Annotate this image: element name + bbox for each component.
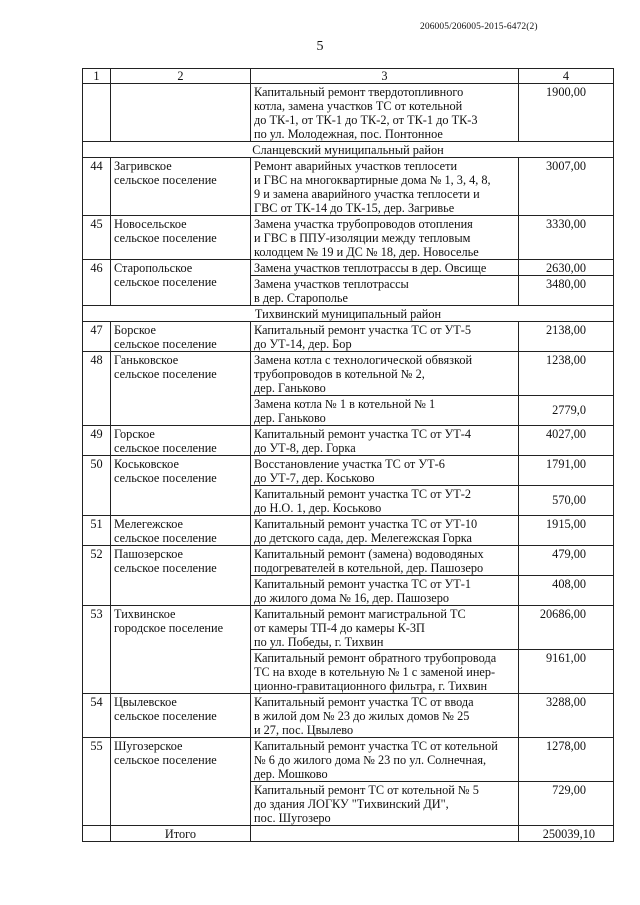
text-line: ционно-гравитационного фильтра, г. Тихвин xyxy=(254,679,488,693)
row-number: 53 xyxy=(83,606,111,694)
text-line: до УТ-7, дер. Коськово xyxy=(254,471,375,485)
text-line: до УТ-8, дер. Горка xyxy=(254,441,356,455)
table-row xyxy=(83,260,614,276)
row-number: 52 xyxy=(83,546,111,606)
settlement-name xyxy=(111,738,251,826)
amount-cell: 1791,00 xyxy=(519,456,614,486)
text-line: до жилого дома № 16, дер. Пашозеро xyxy=(254,591,450,605)
settlement-name xyxy=(111,216,251,260)
text-line: Капитальный ремонт участка ТС от УТ-5 xyxy=(254,323,472,337)
amount-cell: 2779,0 xyxy=(519,396,614,426)
work-description xyxy=(251,322,519,352)
text-line: Капитальный ремонт участка ТС от ввода xyxy=(254,695,474,709)
text-line: Капитальный ремонт обратного трубопровода xyxy=(254,651,497,665)
text-line: Ганьковское xyxy=(114,353,179,367)
row-number: 44 xyxy=(83,158,111,216)
row-number: 48 xyxy=(83,352,111,426)
text-line: подогревателей в котельной, дер. Пашозеро xyxy=(254,561,484,575)
row-number: 50 xyxy=(83,456,111,516)
text-line: дер. Мошково xyxy=(254,767,328,781)
work-description xyxy=(251,516,519,546)
table-row xyxy=(83,158,614,216)
work-description xyxy=(251,546,519,576)
text-line: до Н.О. 1, дер. Коськово xyxy=(254,501,382,515)
amount-cell: 479,00 xyxy=(519,546,614,576)
total-amount: 250039,10 xyxy=(519,826,614,842)
text-line: Замена котла № 1 в котельной № 1 xyxy=(254,397,436,411)
table-row xyxy=(83,84,614,142)
district-name: Сланцевский муниципальный район xyxy=(83,142,614,158)
text-line: Тихвинское xyxy=(114,607,176,621)
work-description xyxy=(251,158,519,216)
work-description xyxy=(251,650,519,694)
total-label: Итого xyxy=(111,826,251,842)
amount-cell: 1900,00 xyxy=(519,84,614,142)
text-line: до детского сада, дер. Мелегежская Горка xyxy=(254,531,473,545)
text-line: ТС на входе в котельную № 1 с заменой инер- xyxy=(254,665,496,679)
text-line: до УТ-14, дер. Бор xyxy=(254,337,352,351)
text-line: Капитальный ремонт участка ТС от УТ-4 xyxy=(254,427,472,441)
amount-cell: 2630,00 xyxy=(519,260,614,276)
text-line: Борское xyxy=(114,323,156,337)
work-description xyxy=(251,260,519,276)
table-row xyxy=(83,216,614,260)
amount-cell: 570,00 xyxy=(519,486,614,516)
text-line: Мелегежское xyxy=(114,517,184,531)
district-name: Тихвинский муниципальный район xyxy=(83,306,614,322)
amount-cell: 4027,00 xyxy=(519,426,614,456)
text-line: по ул. Победы, г. Тихвин xyxy=(254,635,384,649)
text-line: Капитальный ремонт ТС от котельной № 5 xyxy=(254,783,479,797)
text-line: Цвылевское xyxy=(114,695,177,709)
text-line: Капитальный ремонт участка ТС от УТ-2 xyxy=(254,487,472,501)
amount-cell: 408,00 xyxy=(519,576,614,606)
settlement-name xyxy=(111,456,251,516)
text-line: сельское поселение xyxy=(114,531,217,545)
text-line: от камеры ТП-4 до камеры К-3П xyxy=(254,621,425,635)
amount-cell: 1278,00 xyxy=(519,738,614,782)
text-line: до здания ЛОГКУ "Тихвинский ДИ", xyxy=(254,797,449,811)
header-cell: 1 xyxy=(83,69,111,84)
table-row xyxy=(83,738,614,782)
text-line: сельское поселение xyxy=(114,173,217,187)
work-description xyxy=(251,738,519,782)
settlement-name xyxy=(111,322,251,352)
text-line: городское поселение xyxy=(114,621,224,635)
text-line: Пашозерское xyxy=(114,547,183,561)
work-description xyxy=(251,352,519,396)
text-line: до ТК-1, от ТК-1 до ТК-2, от ТК-1 до ТК-3 xyxy=(254,113,478,127)
funding-table xyxy=(82,68,614,842)
text-line: сельское поселение xyxy=(114,367,217,381)
text-line: Старопольское xyxy=(114,261,193,275)
text-line: и 27, пос. Цвылево xyxy=(254,723,354,737)
table-row xyxy=(83,456,614,486)
text-line: Капитальный ремонт участка ТС от УТ-10 xyxy=(254,517,478,531)
settlement-name xyxy=(111,158,251,216)
work-description xyxy=(251,456,519,486)
settlement-name xyxy=(111,546,251,606)
settlement-name xyxy=(111,606,251,694)
page-number: 5 xyxy=(316,39,324,54)
work-description xyxy=(251,426,519,456)
text-line: Капитальный ремонт участка ТС от УТ-1 xyxy=(254,577,472,591)
settlement-name xyxy=(111,516,251,546)
text-line: Восстановление участка ТС от УТ-6 xyxy=(254,457,445,471)
text-line: сельское поселение xyxy=(114,471,217,485)
text-line: колодцем № 19 и ДС № 18, дер. Новоселье xyxy=(254,245,479,259)
row-number: 47 xyxy=(83,322,111,352)
district-row xyxy=(83,142,614,158)
row-number: 55 xyxy=(83,738,111,826)
table-row xyxy=(83,606,614,650)
amount-cell: 3330,00 xyxy=(519,216,614,260)
text-line: пос. Шугозеро xyxy=(254,811,331,825)
document-id: 206005/206005-2015-6472(2) xyxy=(420,22,538,32)
text-line: сельское поселение xyxy=(114,753,217,767)
amount-cell: 1915,00 xyxy=(519,516,614,546)
text-line: 9 и замена аварийного участка теплосети и xyxy=(254,187,480,201)
work-description xyxy=(251,694,519,738)
settlement-name xyxy=(111,694,251,738)
text-line: трубопроводов в котельной № 2, xyxy=(254,367,425,381)
table-row xyxy=(83,426,614,456)
work-description xyxy=(251,782,519,826)
text-line: в жилой дом № 23 до жилых домов № 25 xyxy=(254,709,470,723)
work-description xyxy=(251,606,519,650)
text-line: сельское поселение xyxy=(114,441,217,455)
header-cell: 4 xyxy=(519,69,614,84)
amount-cell: 2138,00 xyxy=(519,322,614,352)
table-row xyxy=(83,516,614,546)
text-line: котла, замена участков ТС от котельной xyxy=(254,99,463,113)
work-description xyxy=(251,486,519,516)
row-number: 45 xyxy=(83,216,111,260)
amount-cell: 729,00 xyxy=(519,782,614,826)
row-number: 46 xyxy=(83,260,111,306)
table-row xyxy=(83,694,614,738)
text-line: Горское xyxy=(114,427,155,441)
text-line: дер. Ганьково xyxy=(254,411,326,425)
text-line: дер. Ганьково xyxy=(254,381,326,395)
settlement-name xyxy=(111,352,251,426)
text-line: Капитальный ремонт участка ТС от котельной xyxy=(254,739,498,753)
text-line: Капитальный ремонт (замена) водоводяных xyxy=(254,547,484,561)
amount-cell: 1238,00 xyxy=(519,352,614,396)
text-line: Шугозерское xyxy=(114,739,183,753)
table-row xyxy=(83,322,614,352)
work-description xyxy=(251,396,519,426)
district-row xyxy=(83,306,614,322)
work-description xyxy=(251,84,519,142)
amount-cell: 3007,00 xyxy=(519,158,614,216)
work-description xyxy=(251,216,519,260)
row-number: 54 xyxy=(83,694,111,738)
text-line: в дер. Старополье xyxy=(254,291,348,305)
text-line: № 6 до жилого дома № 23 по ул. Солнечная, xyxy=(254,753,487,767)
row-number: 49 xyxy=(83,426,111,456)
text-line: Замена котла с технологической обвязкой xyxy=(254,353,473,367)
work-description xyxy=(251,576,519,606)
header-cell: 3 xyxy=(251,69,519,84)
table-header-row xyxy=(83,69,614,84)
text-line: Капитальный ремонт твердотопливного xyxy=(254,85,464,99)
text-line: сельское поселение xyxy=(114,275,217,289)
table-row xyxy=(83,352,614,396)
amount-cell: 9161,00 xyxy=(519,650,614,694)
text-line: сельское поселение xyxy=(114,561,217,575)
table-row xyxy=(83,546,614,576)
text-line: сельское поселение xyxy=(114,709,217,723)
row-number: 51 xyxy=(83,516,111,546)
text-line: Замена участков теплотрассы в дер. Овсище xyxy=(254,261,487,275)
text-line: Капитальный ремонт магистральной ТС xyxy=(254,607,466,621)
text-line: Загривское xyxy=(114,159,172,173)
amount-cell: 3288,00 xyxy=(519,694,614,738)
total-row xyxy=(83,826,614,842)
amount-cell: 20686,00 xyxy=(519,606,614,650)
text-line: Замена участка трубопроводов отопления xyxy=(254,217,473,231)
text-line: по ул. Молодежная, пос. Понтонное xyxy=(254,127,443,141)
text-line: Коськовское xyxy=(114,457,179,471)
header-cell: 2 xyxy=(111,69,251,84)
settlement-name xyxy=(111,426,251,456)
text-line: сельское поселение xyxy=(114,337,217,351)
text-line: и ГВС в ППУ-изоляции между тепловым xyxy=(254,231,471,245)
text-line: ГВС от ТК-14 до ТК-15, дер. Загривье xyxy=(254,201,455,215)
settlement-name xyxy=(111,260,251,306)
text-line: Новосельское xyxy=(114,217,187,231)
text-line: Замена участков теплотрассы xyxy=(254,277,409,291)
text-line: Ремонт аварийных участков теплосети xyxy=(254,159,458,173)
amount-cell: 3480,00 xyxy=(519,276,614,306)
text-line: и ГВС на многоквартирные дома № 1, 3, 4, 8, xyxy=(254,173,491,187)
text-line: сельское поселение xyxy=(114,231,217,245)
work-description xyxy=(251,276,519,306)
